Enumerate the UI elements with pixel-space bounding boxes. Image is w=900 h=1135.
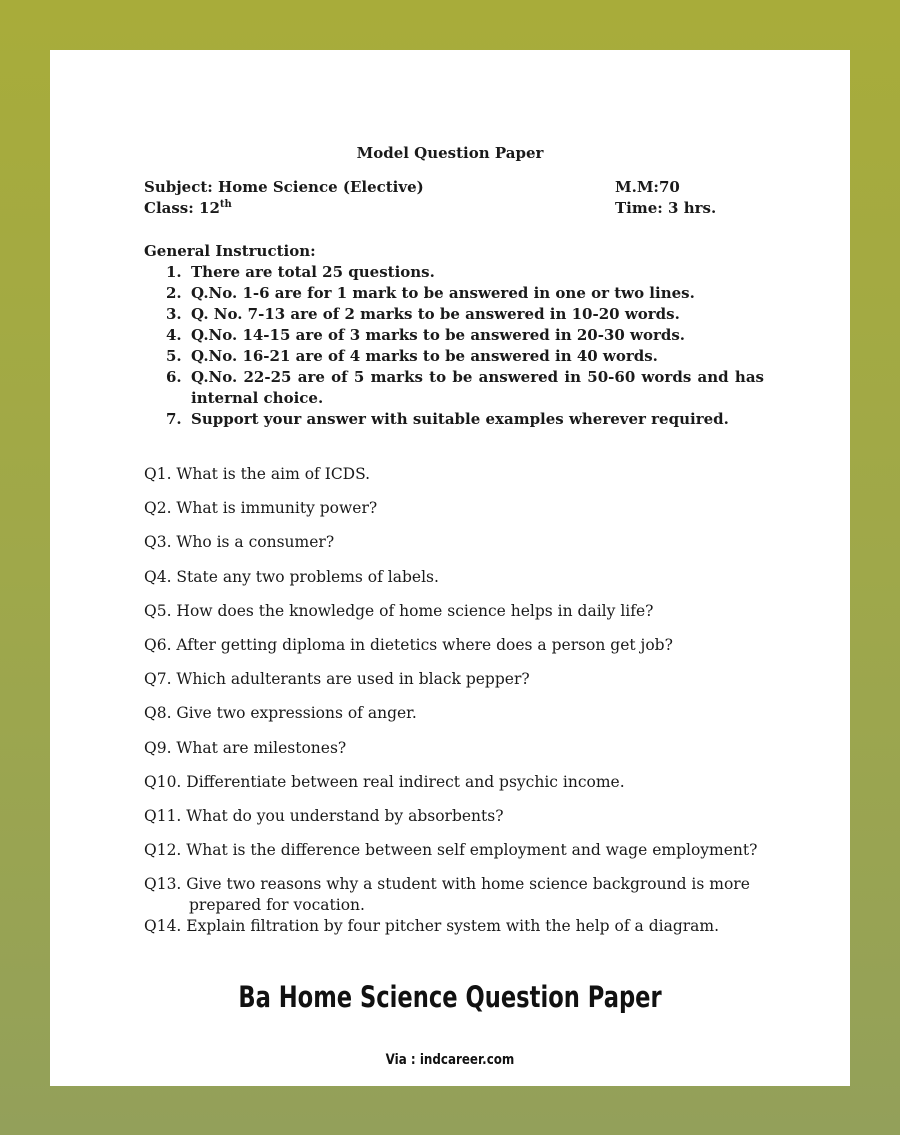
question-item: Q1. What is the aim of ICDS. xyxy=(144,465,371,483)
instructions-list xyxy=(144,262,764,430)
instruction-number: 7. xyxy=(166,410,182,428)
question-item: Q7. Which adulterants are used in black pepper? xyxy=(144,670,530,689)
question-item: Q12. What is the difference between self employment and wage employment? xyxy=(144,841,758,860)
instruction-number: 2. xyxy=(166,284,182,302)
class-label: Class: 12 xyxy=(144,199,220,217)
question-item: Q9. What are milestones? xyxy=(144,738,347,757)
question-item: Q13. Give two reasons why a student with home science background is more prepared for vocation. xyxy=(144,875,750,915)
instruction-text: Q.No. 22-25 are of 5 marks to be answered in 50-60 words and has internal choice. xyxy=(191,368,764,407)
instruction-text: Q.No. 16-21 are of 4 marks to be answered in 40 words. xyxy=(191,347,658,365)
question-item: Q6. After getting diploma in dietetics where does a person get job? xyxy=(144,635,673,654)
instructions-heading: General Instruction: xyxy=(144,242,316,260)
caption-title: Ba Home Science Question Paper xyxy=(238,980,662,1014)
questions-list xyxy=(144,464,764,950)
instruction-item xyxy=(144,367,764,409)
instruction-item xyxy=(144,346,764,367)
instruction-text: There are total 25 questions. xyxy=(191,263,435,281)
source-credit: Via : indcareer.com xyxy=(385,1052,515,1068)
instruction-item xyxy=(144,409,764,430)
instruction-text: Q.No. 1-6 are for 1 mark to be answered in one or two lines. xyxy=(191,284,695,302)
instruction-text: Q.No. 14-15 are of 3 marks to be answered in 20-30 words. xyxy=(191,326,686,344)
question-item: Q14. Explain filtration by four pitcher system with the help of a diagram. xyxy=(144,917,720,936)
question-item: Q4. State any two problems of labels. xyxy=(144,567,439,586)
subject-label: Subject: Home Science (Elective) xyxy=(144,178,424,196)
time-label: Time: 3 hrs. xyxy=(615,199,717,217)
instruction-number: 3. xyxy=(166,305,182,323)
instruction-text: Q. No. 7-13 are of 2 marks to be answered in 10-20 words. xyxy=(191,305,680,323)
max-marks: M.M:70 xyxy=(615,178,680,196)
question-item: Q5. How does the knowledge of home science helps in daily life? xyxy=(144,601,654,620)
instruction-item xyxy=(144,283,764,304)
class-field xyxy=(144,199,232,217)
paper-title: Model Question Paper xyxy=(356,144,544,162)
instruction-number: 1. xyxy=(166,263,182,281)
instruction-item xyxy=(144,262,764,283)
question-item: Q11. What do you understand by absorbents? xyxy=(144,806,504,825)
question-item: Q2. What is immunity power? xyxy=(144,499,378,518)
class-superscript: th xyxy=(219,199,232,210)
instruction-number: 6. xyxy=(166,368,182,386)
instruction-item xyxy=(144,325,764,346)
question-paper-sheet xyxy=(50,50,850,1086)
question-item: Q8. Give two expressions of anger. xyxy=(144,704,417,723)
instruction-text: Support your answer with suitable examples wherever required. xyxy=(191,410,729,428)
instruction-item xyxy=(144,304,764,325)
instruction-number: 5. xyxy=(166,347,182,365)
question-item: Q10. Differentiate between real indirect and psychic income. xyxy=(144,772,625,791)
instruction-number: 4. xyxy=(166,326,182,344)
question-item: Q3. Who is a consumer? xyxy=(144,533,335,552)
